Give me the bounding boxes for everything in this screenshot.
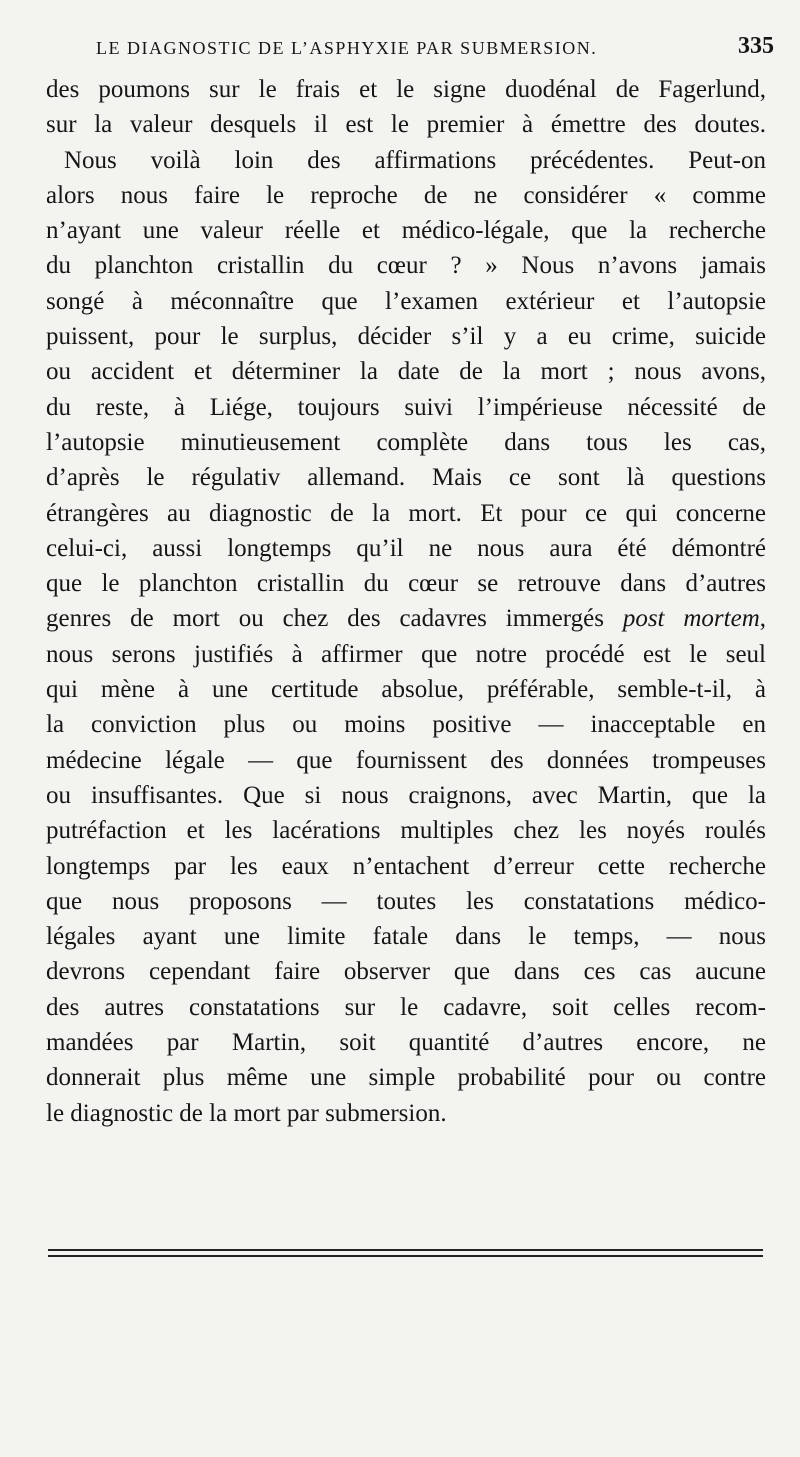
text-line: celui-ci, aussi longtemps qu’il ne nous aura été démontré [46, 534, 766, 562]
text-line: des autres constatations sur le cadavre, soit celles recom- [46, 993, 766, 1021]
text-line: ou accident et déterminer la date de la mort ; nous avons, [46, 358, 766, 386]
paragraph-start-line: Nous voilà loin des affirmations précédentes. Peut-on [64, 146, 766, 174]
text-line: n’ayant une valeur réelle et médico-légale, que la recherche [46, 217, 766, 245]
text-line: des poumons sur le frais et le signe duodénal de Fagerlund, [46, 76, 766, 103]
text-line: médecine légale — que fournissent des données trompeuses [46, 746, 766, 774]
text-line: étrangères au diagnostic de la mort. Et pour ce qui concerne [46, 499, 766, 527]
running-head [46, 28, 774, 72]
text-line: la conviction plus ou moins positive — inacceptable en [46, 711, 766, 739]
text-line: du reste, à Liége, toujours suivi l’impérieuse nécessité de [46, 393, 766, 421]
text-line: longtemps par les eaux n’entachent d’erreur cette recherche [46, 852, 766, 880]
text-line: l’autopsie minutieusement complète dans tous les cas, [46, 428, 766, 456]
text-line: puissent, pour le surplus, décider s’il y a eu crime, suicide [46, 323, 766, 351]
text-line: que nous proposons — toutes les constatations médico- [46, 887, 766, 915]
page-number: 335 [738, 33, 774, 59]
text-line: putréfaction et les lacérations multiples chez les noyés roulés [46, 817, 766, 845]
text-line-with-italic [46, 601, 766, 636]
text-line: sur la valeur desquels il est le premier à émettre des doutes. [46, 111, 766, 139]
body-text [46, 72, 766, 1131]
text-line: alors nous faire le reproche de ne considérer « comme [46, 181, 766, 209]
text-line: donnerait plus même une simple probabilité pour ou contre [46, 1064, 766, 1092]
text-line: nous serons justifiés à affirmer que notre procédé est le seul [46, 640, 766, 668]
text-line: songé à méconnaître que l’examen extérieur et l’autopsie [46, 287, 766, 315]
text-segment: genres de mort ou chez des cadavres immergés [46, 605, 604, 633]
text-line: ou insuffisantes. Que si nous craignons, avec Martin, que la [46, 781, 766, 809]
text-line: devrons cependant faire observer que dans ces cas aucune [46, 958, 766, 986]
text-line: du planchton cristallin du cœur ? » Nous n’avons jamais [46, 252, 766, 280]
italic-trailing-punctuation: , [759, 605, 766, 633]
italic-phrase: post mortem [622, 605, 760, 633]
text-line: qui mène à une certitude absolue, préférable, semble-t-il, à [46, 676, 766, 704]
text-line: que le planchton cristallin du cœur se retrouve dans d’autres [46, 570, 766, 598]
end-rule-top [48, 1249, 763, 1251]
text-line: légales ayant une limite fatale dans le temps, — nous [46, 923, 766, 951]
paragraph-end-line: le diagnostic de la mort par submersion. [46, 1099, 447, 1127]
book-page [46, 28, 774, 1131]
running-title: LE DIAGNOSTIC DE L’ASPHYXIE PAR SUBMERSION. [96, 38, 598, 58]
text-line: d’après le régulativ allemand. Mais ce sont là questions [46, 464, 766, 492]
end-rule-bottom [48, 1255, 763, 1257]
text-line: mandées par Martin, soit quantité d’autres encore, ne [46, 1029, 766, 1057]
